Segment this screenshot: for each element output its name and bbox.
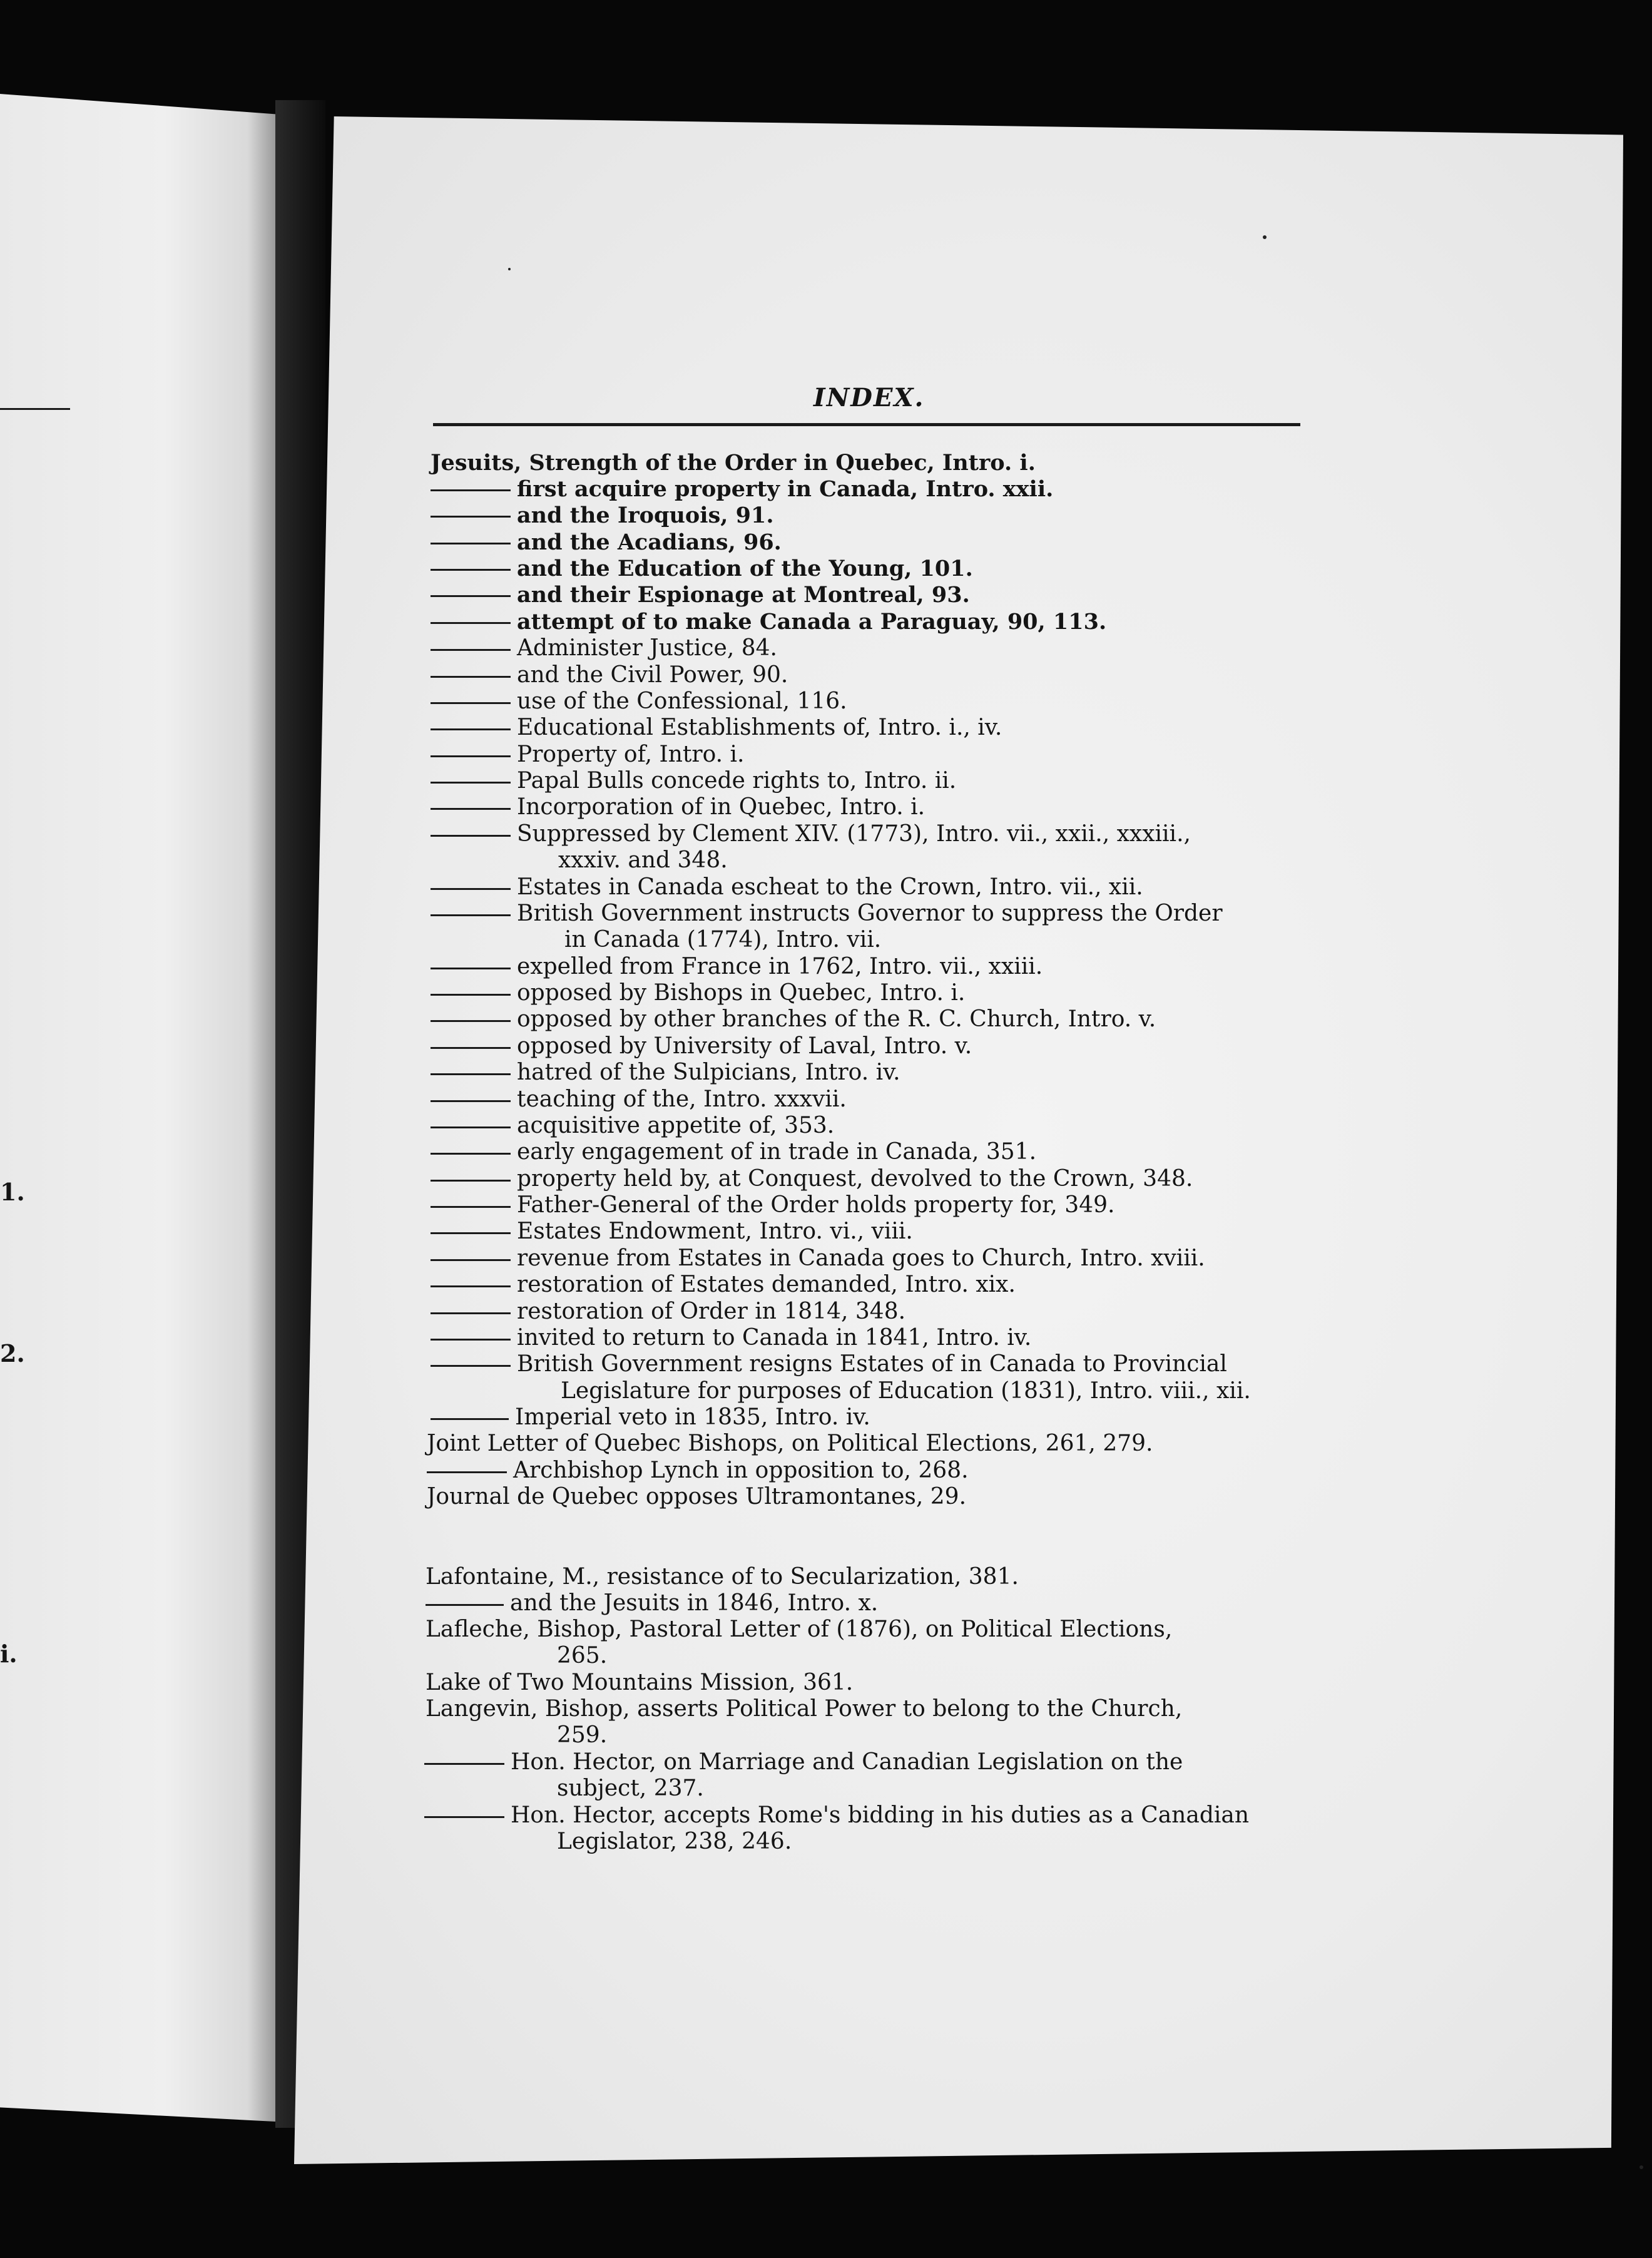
index-subentry: hatred of the Sulpicians, Intro. iv. bbox=[431, 1061, 900, 1084]
repeat-dash bbox=[431, 1180, 511, 1182]
index-subentry: Educational Establishments of, Intro. i., iv. bbox=[431, 717, 1002, 739]
repeat-dash bbox=[431, 1047, 511, 1049]
repeat-dash bbox=[431, 888, 511, 890]
index-subentry: Estates in Canada escheat to the Crown, Intro. vii., xii. bbox=[431, 876, 1143, 899]
index-continuation: 259. bbox=[557, 1722, 608, 1748]
repeat-dash bbox=[431, 1073, 511, 1075]
index-continuation: xxxiv. and 348. bbox=[558, 847, 728, 873]
index-subentry: expelled from France in 1762, Intro. vii., xxiii. bbox=[431, 956, 1043, 978]
repeat-dash bbox=[431, 1126, 511, 1128]
repeat-dash bbox=[431, 1285, 511, 1287]
index-subentry: and the Jesuits in 1846, Intro. x. bbox=[426, 1592, 878, 1615]
index-entry-head: Jesuits, Strength of the Order in Quebec, Intro. i. bbox=[431, 450, 1036, 476]
index-subentry: and the Acadians, 96. bbox=[431, 531, 782, 553]
index-subentry: opposed by Bishops in Quebec, Intro. i. bbox=[431, 982, 965, 1004]
repeat-dash bbox=[431, 1339, 511, 1341]
index-continuation: Legislator, 238, 246. bbox=[557, 1829, 792, 1854]
index-continuation: 265. bbox=[557, 1643, 608, 1668]
index-entry-head: Lake of Two Mountains Mission, 361. bbox=[426, 1670, 854, 1695]
margin-fragment: i. bbox=[0, 1640, 18, 1668]
index-subentry: and their Espionage at Montreal, 93. bbox=[431, 584, 970, 606]
index-entry-head: Lafontaine, M., resistance of to Secularization, 381. bbox=[426, 1564, 1019, 1590]
index-continuation: subject, 237. bbox=[557, 1775, 704, 1801]
index-subentry: and the Civil Power, 90. bbox=[431, 664, 788, 687]
repeat-dash bbox=[431, 1312, 511, 1314]
index-subentry: Archbishop Lynch in opposition to, 268. bbox=[427, 1459, 969, 1482]
index-continuation: Legislature for purposes of Education (1831), Intro. viii., xii. bbox=[561, 1378, 1251, 1404]
index-subentry: and the Iroquois, 91. bbox=[431, 504, 774, 526]
repeat-dash bbox=[431, 1206, 511, 1208]
repeat-dash bbox=[431, 702, 511, 704]
repeat-dash bbox=[431, 516, 511, 518]
index-subentry: restoration of Order in 1814, 348. bbox=[431, 1300, 905, 1323]
index-entry-head: Lafleche, Bishop, Pastoral Letter of (1876), on Political Elections, bbox=[426, 1617, 1173, 1642]
repeat-dash bbox=[431, 622, 511, 624]
index-subentry: British Government instructs Governor to suppress the Order bbox=[431, 902, 1223, 925]
index-subentry: Property of, Intro. i. bbox=[431, 743, 744, 766]
repeat-dash bbox=[426, 1604, 504, 1606]
repeat-dash bbox=[431, 1153, 511, 1155]
index-subentry: British Government resigns Estates of in Canada to Provincial bbox=[431, 1353, 1227, 1376]
index-entry-head: Langevin, Bishop, asserts Political Power to belong to the Church, bbox=[426, 1696, 1183, 1722]
repeat-dash bbox=[431, 914, 511, 916]
repeat-dash bbox=[431, 543, 511, 544]
repeat-dash bbox=[431, 676, 511, 678]
repeat-dash bbox=[431, 1100, 511, 1102]
index-subentry: first acquire property in Canada, Intro. xxii. bbox=[431, 478, 1053, 500]
repeat-dash bbox=[431, 835, 511, 837]
margin-fragment: 1. bbox=[0, 1178, 25, 1206]
repeat-dash bbox=[431, 1418, 509, 1420]
repeat-dash bbox=[427, 1471, 507, 1473]
index-subentry: property held by, at Conquest, devolved to the Crown, 348. bbox=[431, 1168, 1193, 1190]
repeat-dash bbox=[431, 968, 511, 969]
repeat-dash bbox=[431, 595, 511, 597]
repeat-dash bbox=[431, 1365, 511, 1367]
repeat-dash bbox=[431, 755, 511, 757]
index-subentry: Administer Justice, 84. bbox=[431, 637, 777, 660]
index-subentry: Incorporation of in Quebec, Intro. i. bbox=[431, 796, 925, 819]
index-subentry: early engagement of in trade in Canada, 351. bbox=[431, 1141, 1036, 1163]
repeat-dash bbox=[431, 489, 511, 491]
repeat-dash bbox=[424, 1763, 504, 1765]
index-subentry: teaching of the, Intro. xxxvii. bbox=[431, 1088, 847, 1111]
index-subentry: revenue from Estates in Canada goes to Church, Intro. xviii. bbox=[431, 1247, 1205, 1270]
index-subentry: opposed by other branches of the R. C. Church, Intro. v. bbox=[431, 1008, 1156, 1031]
index-subentry: Father-General of the Order holds property for, 349. bbox=[431, 1194, 1114, 1217]
repeat-dash bbox=[431, 994, 511, 996]
index-subentry: Imperial veto in 1835, Intro. iv. bbox=[431, 1406, 870, 1429]
repeat-dash bbox=[431, 1259, 511, 1261]
index-subentry: Hon. Hector, accepts Rome's bidding in his duties as a Canadian bbox=[424, 1804, 1249, 1827]
index-subentry: acquisitive appetite of, 353. bbox=[431, 1115, 834, 1137]
index-subentry: Papal Bulls concede rights to, Intro. ii. bbox=[431, 770, 956, 792]
index-subentry: Hon. Hector, on Marriage and Canadian Legislation on the bbox=[424, 1751, 1183, 1774]
index-subentry: use of the Confessional, 116. bbox=[431, 690, 847, 713]
repeat-dash bbox=[431, 808, 511, 810]
repeat-dash bbox=[431, 1232, 511, 1234]
index-continuation: in Canada (1774), Intro. vii. bbox=[564, 927, 882, 953]
index-subentry: restoration of Estates demanded, Intro. xix. bbox=[431, 1274, 1016, 1296]
repeat-dash bbox=[431, 782, 511, 784]
index-entry-head: Joint Letter of Quebec Bishops, on Political Elections, 261, 279. bbox=[427, 1431, 1153, 1456]
title-rule bbox=[433, 423, 1300, 426]
repeat-dash bbox=[431, 728, 511, 730]
page-title: INDEX. bbox=[813, 383, 925, 412]
index-subentry: Estates Endowment, Intro. vi., viii. bbox=[431, 1220, 913, 1243]
repeat-dash bbox=[424, 1816, 504, 1818]
index-subentry: Suppressed by Clement XIV. (1773), Intro. vii., xxii., xxxiii., bbox=[431, 823, 1191, 845]
index-subentry: and the Education of the Young, 101. bbox=[431, 558, 973, 580]
index-subentry: opposed by University of Laval, Intro. v. bbox=[431, 1035, 972, 1058]
repeat-dash bbox=[431, 569, 511, 571]
index-subentry: attempt of to make Canada a Paraguay, 90, 113. bbox=[431, 611, 1106, 633]
index-subentry: invited to return to Canada in 1841, Intro. iv. bbox=[431, 1327, 1031, 1349]
margin-fragment: 2. bbox=[0, 1339, 25, 1367]
index-entry-head: Journal de Quebec opposes Ultramontanes, 29. bbox=[427, 1484, 967, 1510]
repeat-dash bbox=[431, 1020, 511, 1022]
repeat-dash bbox=[431, 649, 511, 651]
